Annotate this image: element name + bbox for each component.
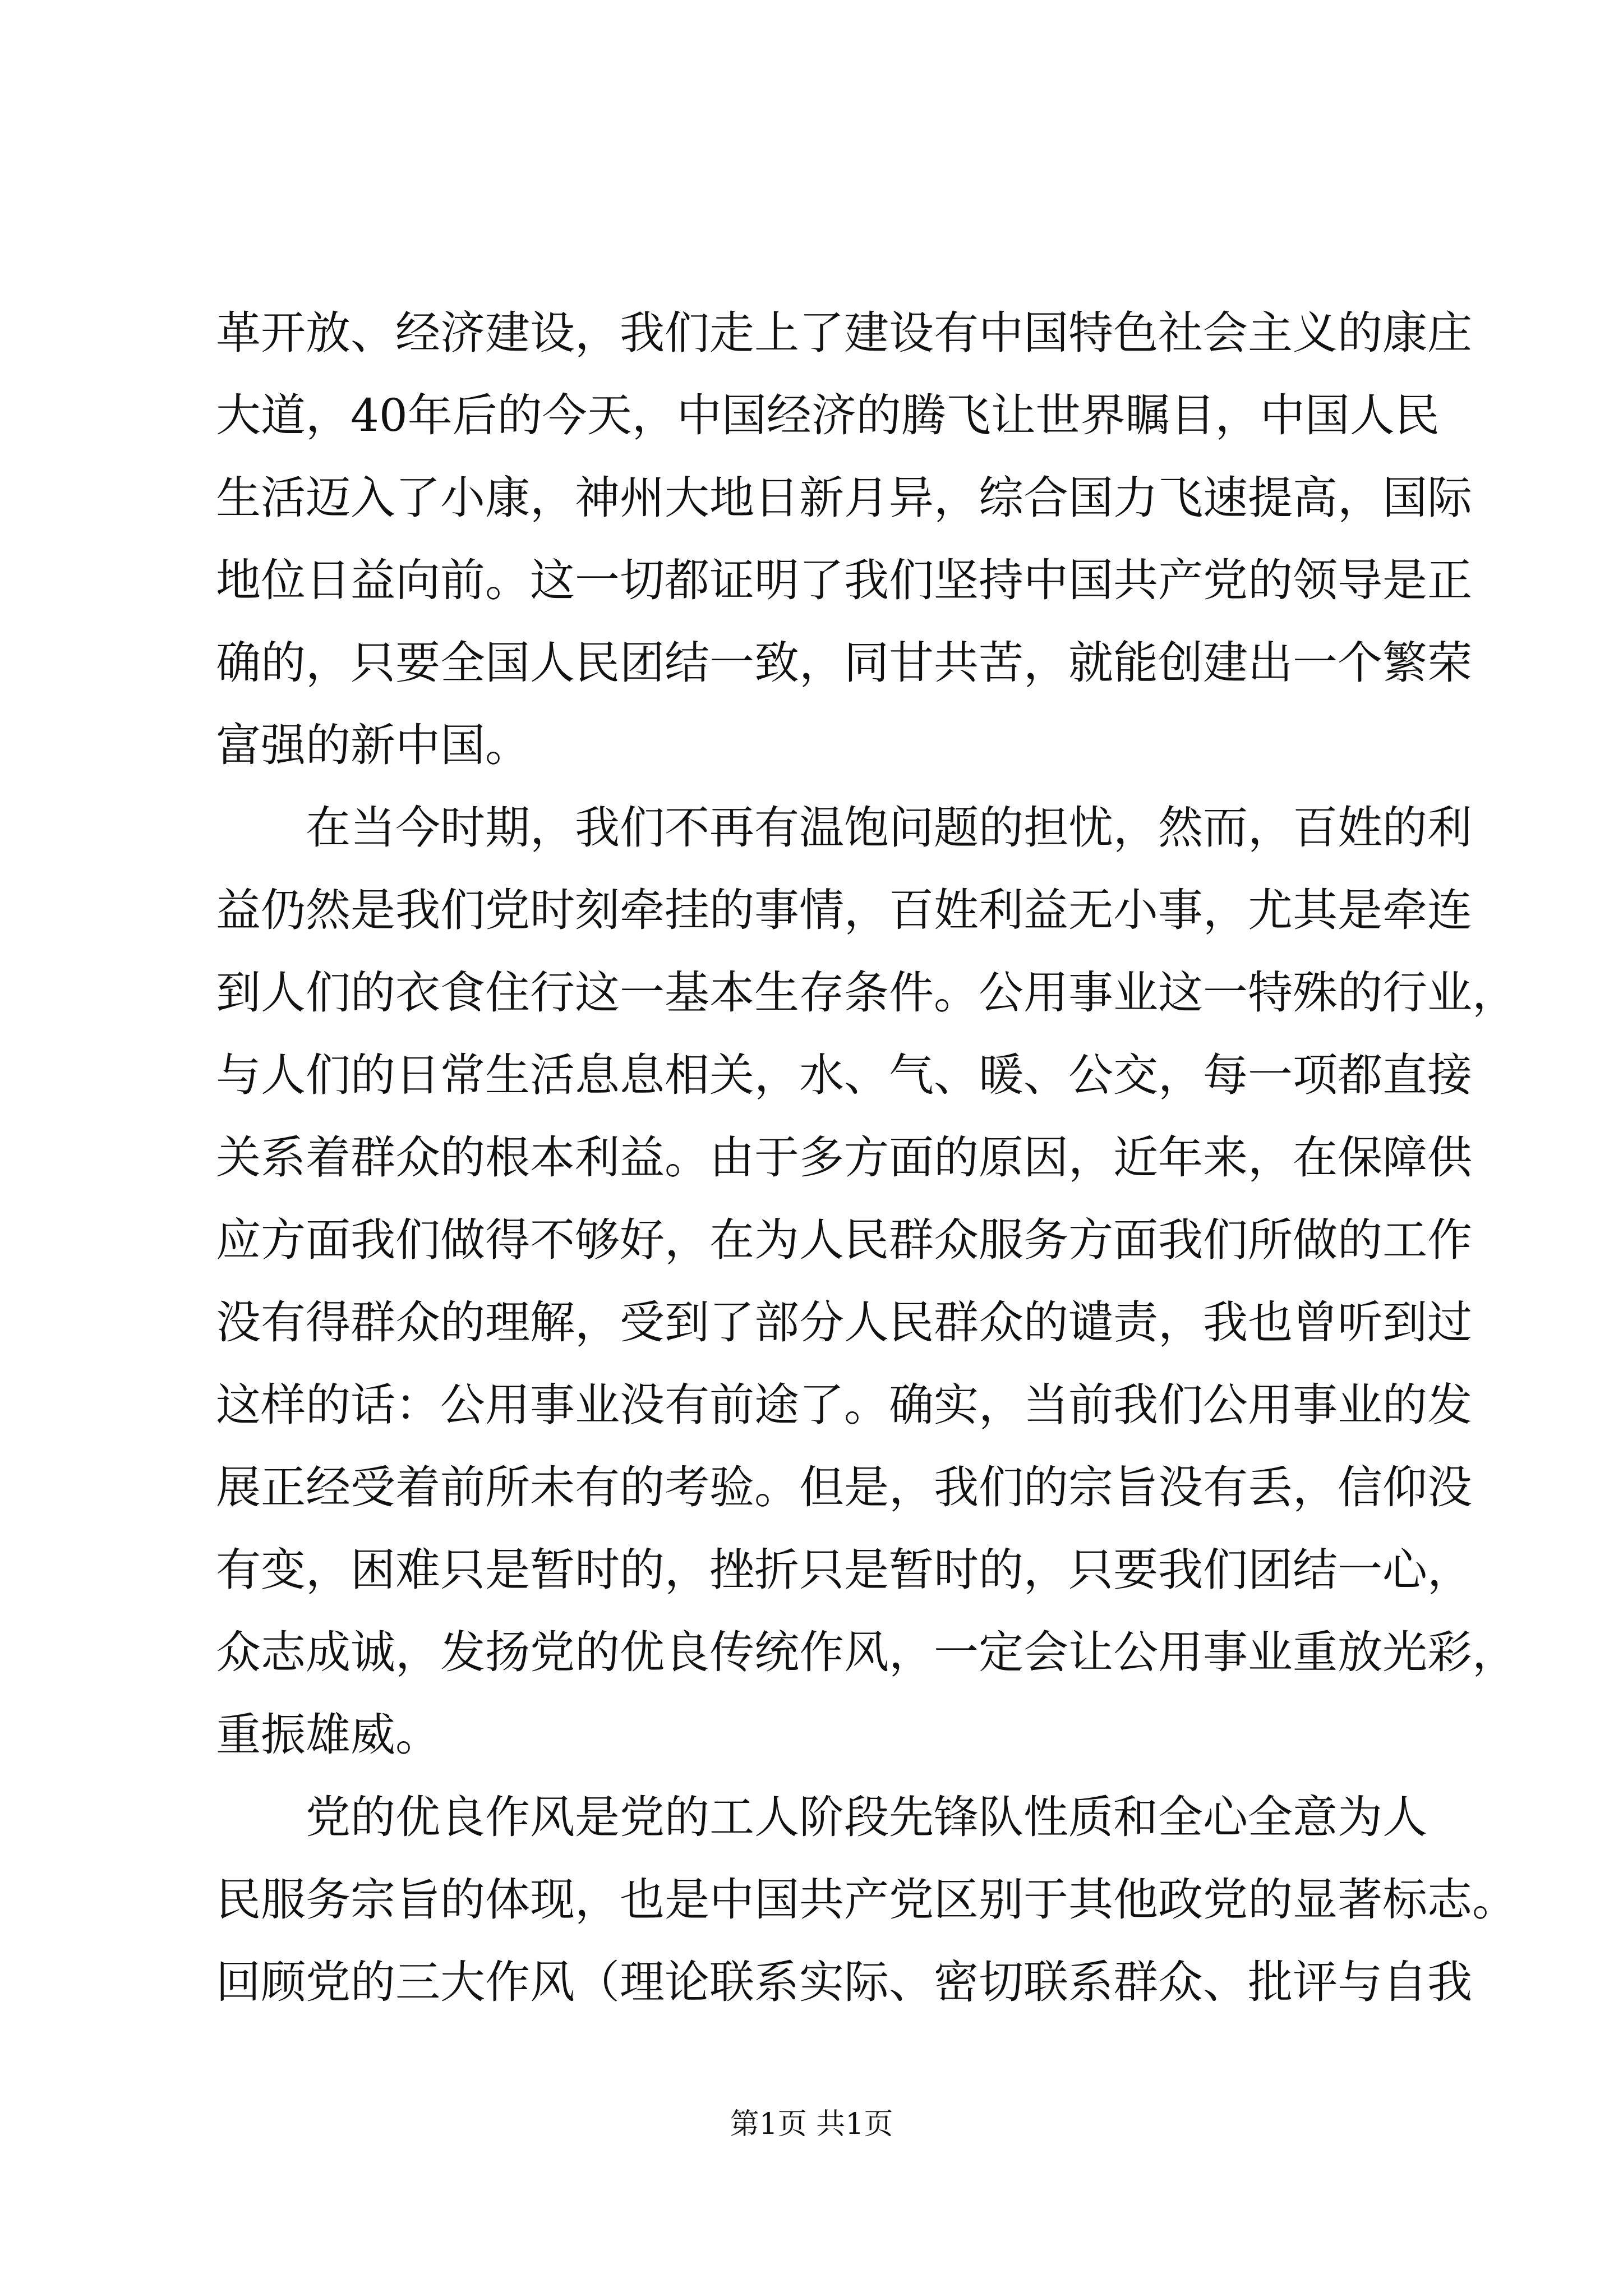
page-number-label: 第1页 共1页: [730, 2108, 893, 2141]
paragraph-1: [216, 292, 1472, 786]
page-footer: [0, 2105, 1623, 2144]
text-line: 在当今时期，我们不再有温饱问题的担忧，然而，百姓的利: [216, 802, 1472, 854]
paragraph-2: [216, 786, 1517, 1776]
text-line: 富强的新中国。: [216, 719, 530, 771]
text-line: 重振雄威。: [216, 1709, 440, 1761]
text-line: 应方面我们做得不够好，在为人民群众服务方面我们所做的工作: [216, 1214, 1472, 1266]
body-text: [216, 292, 1517, 2023]
text-line: 地位日益向前。这一切都证明了我们坚持中国共产党的领导是正: [216, 554, 1472, 606]
text-line: 没有得群众的理解，受到了部分人民群众的谴责，我也曾听到过: [216, 1296, 1472, 1349]
text-line: 党的优良作风是党的工人阶段先锋队性质和全心全意为人: [216, 1791, 1427, 1843]
text-line: 益仍然是我们党时刻牵挂的事情，百姓利益无小事，尤其是牵连: [216, 884, 1472, 936]
text-line: 关系着群众的根本利益。由于多方面的原因，近年来，在保障供: [216, 1131, 1472, 1184]
text-line: 革开放、经济建设，我们走上了建设有中国特色社会主义的康庄: [216, 307, 1472, 359]
text-line: 到人们的衣食住行这一基本生存条件。公用事业这一特殊的行业，: [216, 967, 1517, 1019]
paragraph-3: [216, 1776, 1517, 2023]
text-line: 与人们的日常生活息息相关，水、气、暖、公交，每一项都直接: [216, 1049, 1472, 1101]
text-line: 回顾党的三大作风（理论联系实际、密切联系群众、批评与自我: [216, 1956, 1472, 2008]
text-line: 有变，困难只是暂时的，挫折只是暂时的，只要我们团结一心，: [216, 1544, 1472, 1596]
text-line: 大道，40年后的今天，中国经济的腾飞让世界瞩目，中国人民: [216, 389, 1440, 441]
text-line: 民服务宗旨的体现，也是中国共产党区别于其他政党的显著标志。: [216, 1874, 1517, 1926]
text-line: 众志成诚，发扬党的优良传统作风，一定会让公用事业重放光彩，: [216, 1626, 1517, 1678]
text-line: 这样的话：公用事业没有前途了。确实，当前我们公用事业的发: [216, 1379, 1472, 1431]
text-line: 展正经受着前所未有的考验。但是，我们的宗旨没有丢，信仰没: [216, 1461, 1472, 1513]
text-line: 生活迈入了小康，神州大地日新月异，综合国力飞速提高，国际: [216, 472, 1472, 524]
text-line: 确的，只要全国人民团结一致，同甘共苦，就能创建出一个繁荣: [216, 637, 1472, 689]
